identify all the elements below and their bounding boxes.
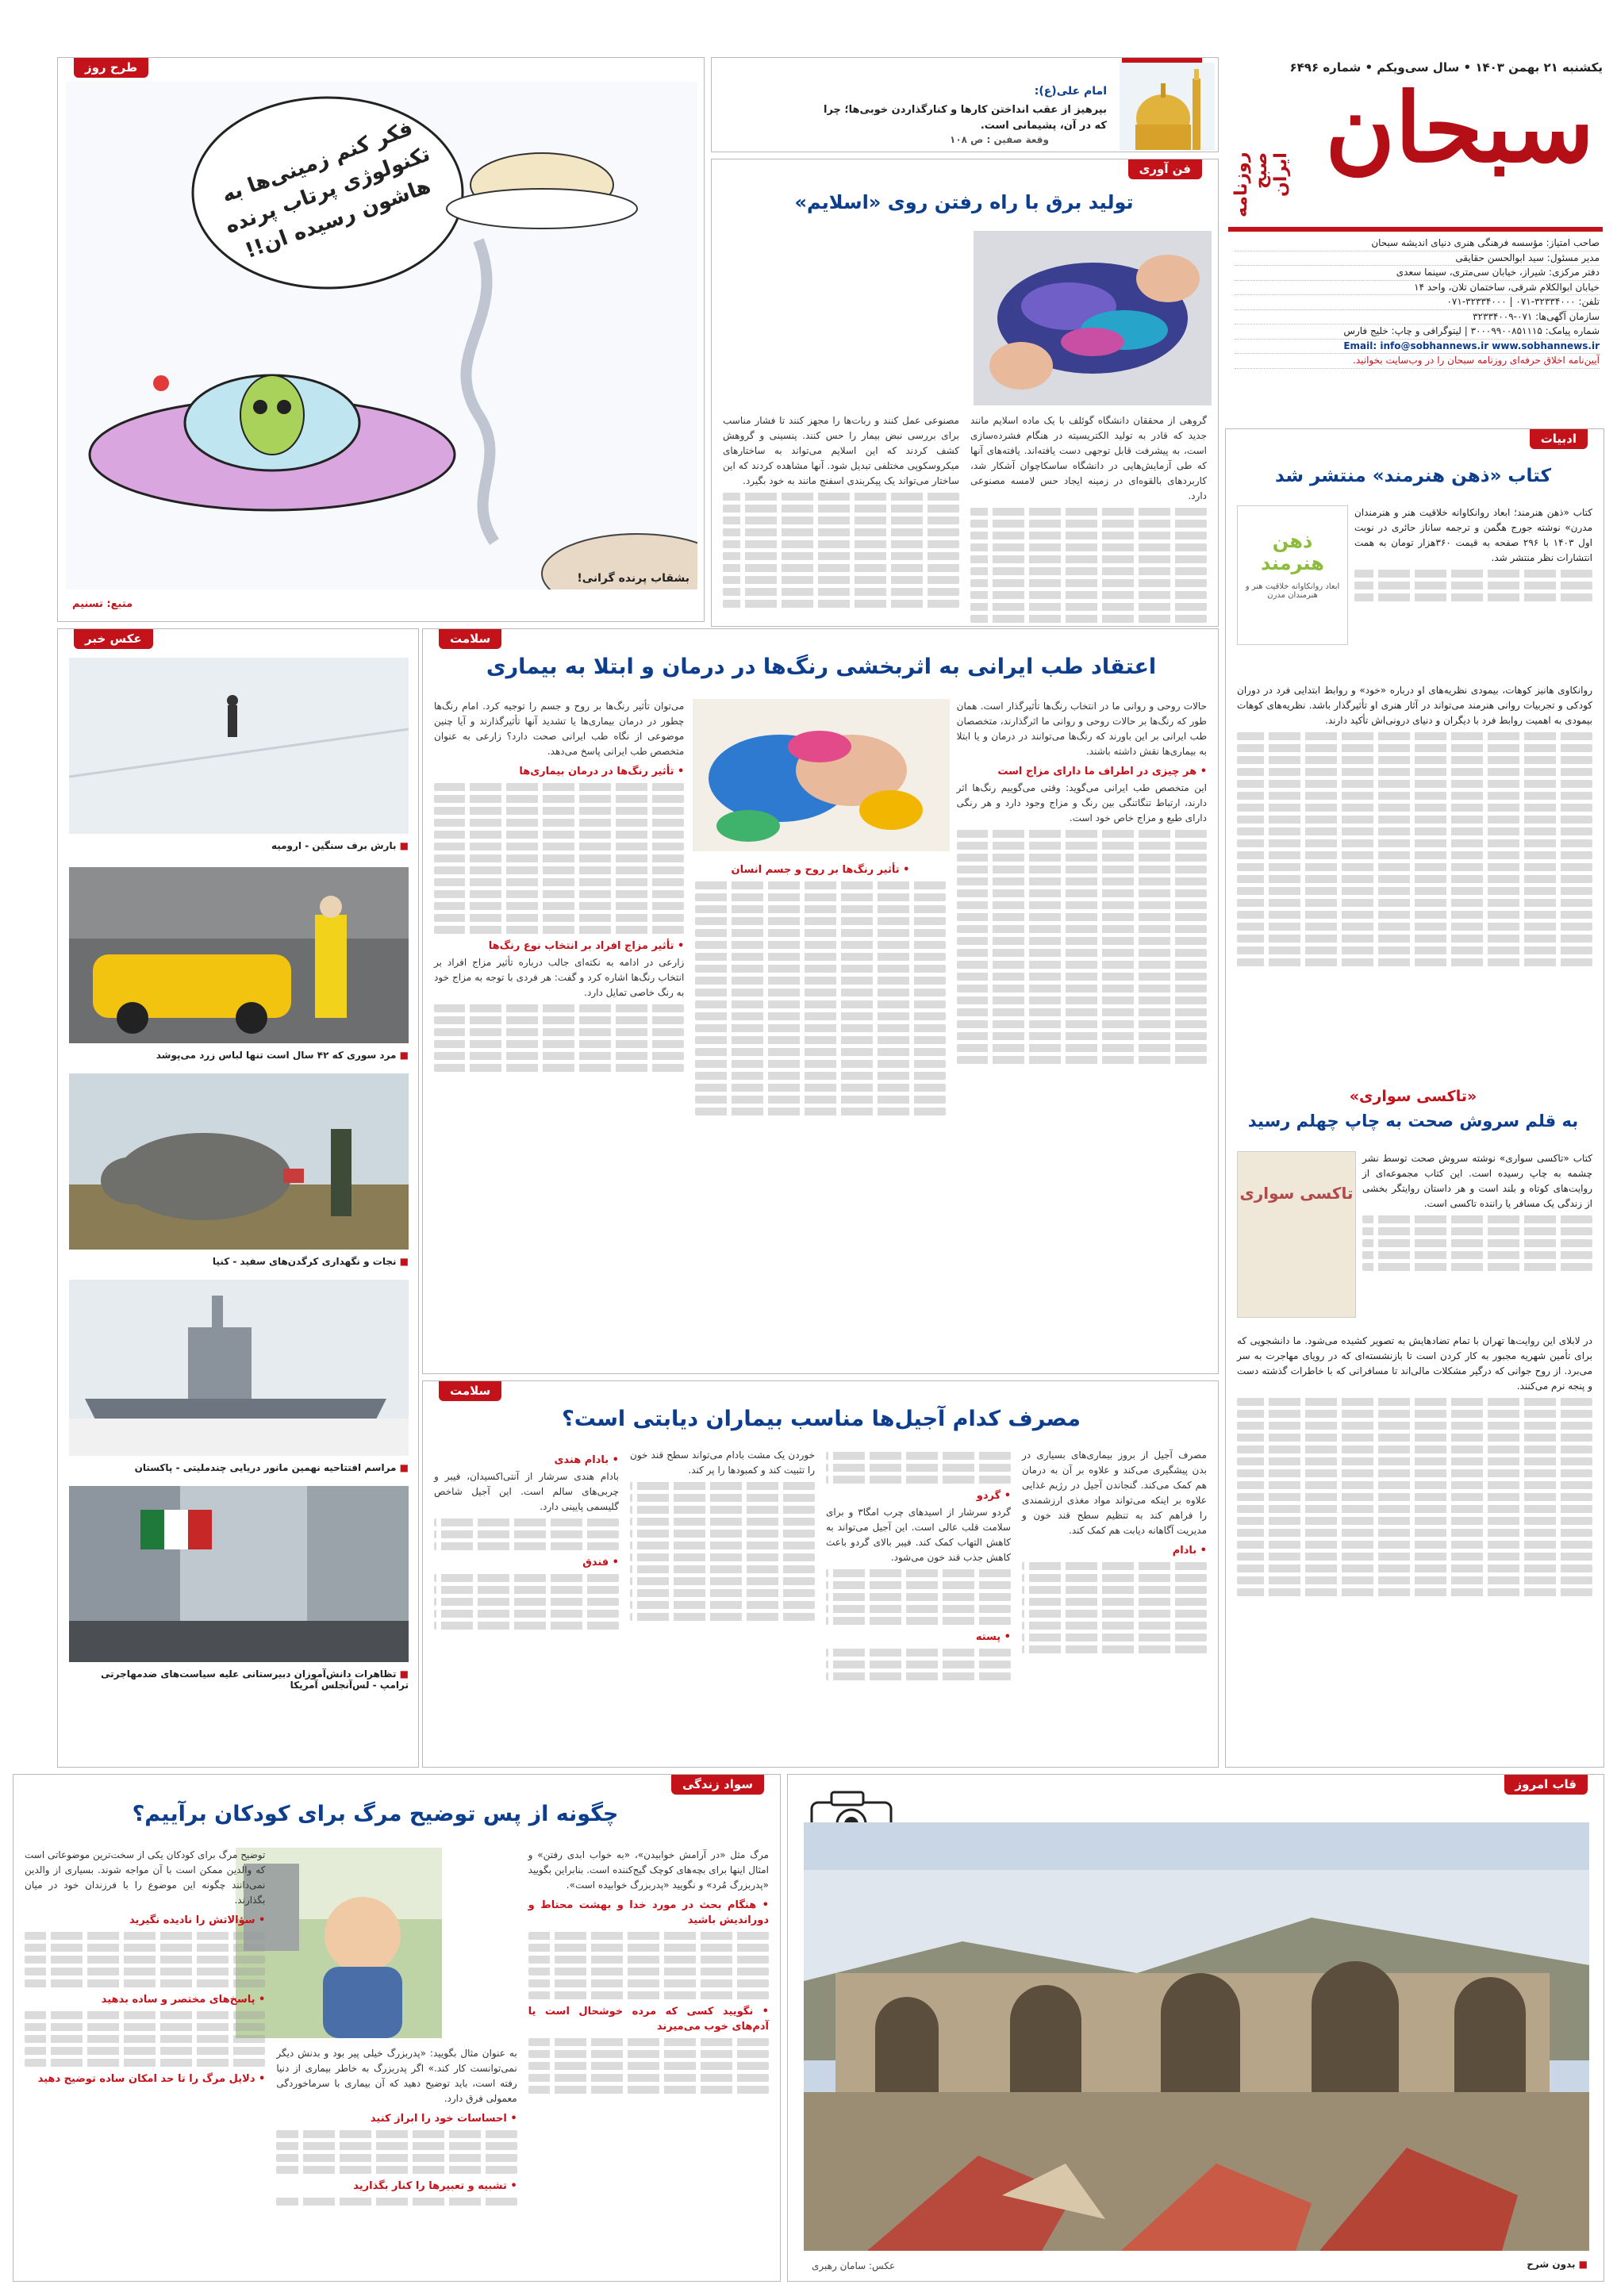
health-colors-paragraph: می‌توان تأثیر رنگ‌ها بر روح و جسم را توجیه کرد. امام رنگ‌ها چطور در درمان بیماری‌ها یا تشدید آنها تأثیرگذارند و آیا چنین موضوعی از نگاه طب ایرانی صحت دارد؟ زارعی به عنوان متخصص طب ایرانی پاسخ می‌دهد. <box>434 701 685 757</box>
literature-text-1 <box>1354 505 1592 605</box>
health-colors-box <box>422 628 1219 1374</box>
book-cover-title: ذهن هنرمند <box>1261 530 1324 574</box>
logo <box>1225 57 1602 224</box>
tech-title: تولید برق با راه رفتن روی «اسلایم» <box>794 191 1134 213</box>
life-columns <box>25 1848 769 2273</box>
life-subhead: • هنگام بحث در مورد خدا و بهشت محتاط و دوراندیش باشید <box>528 1899 769 1926</box>
cartoon-tab: طرح روز <box>74 57 148 78</box>
photo-news-box <box>57 628 419 1768</box>
hadith-source: وقعة صفین : ص ۱۰۸ <box>950 134 1049 145</box>
photo-of-day-credit: عکس: سامان رهبری <box>812 2260 896 2271</box>
health-colors-subhead: • هر چیزی در اطراف ما دارای مزاج است <box>997 766 1207 777</box>
ruins-photo <box>804 1822 1589 2251</box>
health-nuts-paragraph: خوردن یک مشت بادام می‌تواند سطح قند خون را تثبیت کند و کمبودها را پر کند. <box>630 1449 815 1476</box>
info-line: تلفن: ۳۲۳۳۴۰۰۰-۰۷۱ | ۳۲۳۳۴۰۰۰-۰۷۱ <box>1235 295 1600 310</box>
life-paragraph: به عنوان مثال بگویید: «پدربزرگ خیلی پیر بود و بدنش دیگر نمی‌توانست کار کند.» اگر پدربزرگ به خاطر بیماری از دنیا رفته است، باید توضیح دهید که آن بیماری با سرماخوردگی معمولی فرق دارد. <box>276 2048 517 2104</box>
literature-title-2: به قلم سروش صحت به چاپ چهلم رسید <box>1247 1112 1579 1131</box>
masthead-info <box>1235 236 1600 369</box>
health-nuts-paragraph: بادام هندی سرشار از آنتی‌اکسیدان، فیبر و چربی‌های سالم است. این آجیل شاخص گلیسمی پایینی دارد. <box>434 1471 619 1512</box>
hadith-speaker: امام علی(ع): <box>1034 85 1107 98</box>
photo-of-day-tab: قاب امروز <box>1504 1774 1588 1795</box>
health-nuts-col-4 <box>434 1448 619 1759</box>
life-box <box>13 1774 781 2282</box>
health-nuts-col-2 <box>826 1448 1011 1759</box>
tech-col-left <box>723 413 959 618</box>
photo-item <box>69 867 409 1064</box>
health-colors-subhead: • تأثیر رنگ‌ها در درمان بیماری‌ها <box>519 766 685 777</box>
health-nuts-tab: سلامت <box>439 1380 501 1401</box>
photo-caption: ■ مراسم افتتاحیه نهمین مانور دریایی چندملیتی - پاکستان <box>69 1459 409 1476</box>
health-colors-col-1 <box>957 699 1207 1365</box>
life-title: چگونه از پس توضیح مرگ برای کودکان برآییم؟ <box>132 1802 619 1826</box>
photo-news-tab: عکس خبر <box>74 628 153 649</box>
book-cover-subtitle: ابعاد روانکاوانه خلاقیت هنر و هنرمندان مدرن <box>1245 582 1340 600</box>
photo-item <box>69 1280 409 1476</box>
photo-of-day-section <box>787 1774 1604 2282</box>
literature-paragraph: کتاب «تاکسی سواری» نوشته سروش صحت توسط نشر چشمه به چاپ رسیده است. این کتاب مجموعه‌ای از روایت‌های کوتاه و بلند است و هر داستان روایتگر بخشی از زندگی یک مسافر یا راننده تاکسی است. <box>1362 1153 1592 1209</box>
literature-kicker: «تاکسی سواری» <box>1349 1088 1477 1105</box>
info-line: سازمان آگهی‌ها: ۰۷۱-۳۲۳۳۴۰۰۹ <box>1235 310 1600 325</box>
literature-text-3 <box>1362 1151 1592 1275</box>
info-line: شماره پیامک: ۳۰۰۰۹۹۰۰۸۵۱۱۱۵ | لیتوگرافی و چاپ: خلیج فارس <box>1235 324 1600 340</box>
life-subhead: • تشبیه و تعبیرها را کنار بگذارید <box>353 2180 517 2192</box>
life-tab: سواد زندگی <box>671 1774 764 1795</box>
health-colors-paragraph: این متخصص طب ایرانی می‌گوید: وقتی می‌گوییم رنگ‌ها اثر دارند، ارتباط تنگاتنگی بین رنگ و مزاج وجود دارد و هر رنگی دارای طبع و مزاج خاص خود است. <box>956 782 1207 824</box>
health-colors-paragraph: حالات روحی و روانی ما در انتخاب رنگ‌ها تأثیرگذار است. همان طور که رنگ‌ها بر حالات روحی و روانی ما اثرگذارند، متخصصان طب ایرانی بر این باورند که رنگ‌ها می‌توانند در درمان و یا ابتلا به بیماری‌ها نقش داشته باشند. <box>956 701 1207 757</box>
info-line: مدیر مسئول: سید ابوالحسن حقایقی <box>1235 251 1600 267</box>
logo-text: سبحان <box>1325 72 1594 184</box>
literature-paragraph: کتاب «ذهن هنرمند؛ ابعاد روانکاوانه خلاقیت هنر و هنرمندان مدرن» نوشته جورج هگمن و ترجمه ساناز حائری در نوبت اول ۱۴۰۳ با ۲۹۶ صفحه به قیمت ۳۶۰هزار تومان به همت انتشارات نظر منتشر شد. <box>1354 507 1592 563</box>
photo-caption: ■ مرد سوری که ۴۲ سال است تنها لباس زرد می‌پوشد <box>69 1046 409 1064</box>
health-colors-tab: سلامت <box>439 628 501 649</box>
literature-title: کتاب «ذهن هنرمند» منتشر شد <box>1275 466 1551 486</box>
health-nuts-subhead: • بادام <box>1172 1545 1207 1557</box>
tagline: روزنامه صبح ایران <box>1231 152 1291 218</box>
cartoon-caption: بشقاب پرنده گرانی! <box>577 572 689 585</box>
health-nuts-paragraph: گردو سرشار از اسیدهای چرب امگا۳ و برای سلامت قلب عالی است. این آجیل می‌تواند به کاهش التهاب کمک کند. فیبر بالای گردو باعث کاهش جذب قند خون می‌شود. <box>826 1507 1011 1563</box>
health-nuts-subhead: • پسته <box>975 1631 1011 1643</box>
info-line: صاحب امتیاز: مؤسسه فرهنگی هنری دنیای اندیشه سبحان <box>1235 236 1600 251</box>
info-line[interactable]: Email: info@sobhannews.ir www.sobhannews.ir <box>1235 340 1600 355</box>
health-colors-col-3 <box>434 699 684 1365</box>
cartoon-box <box>57 57 705 622</box>
literature-tab: ادبیات <box>1530 428 1588 449</box>
photo-of-day-caption: ■ بدون شرح <box>1527 2256 1588 2273</box>
life-subhead: • پاسخ‌های مختصر و ساده بدهید <box>101 1994 266 2006</box>
life-subhead: • سؤالاتش را نادیده نگیرید <box>129 1914 266 1926</box>
tech-paragraph: گروهی از محققان دانشگاه گوئلف با یک ماده اسلایم مانند جدید که قادر به تولید الکتریسیته در هنگام فشرده‌سازی است، به پیشرفت قابل توجهی دست یافته‌اند. یافته‌های آنها که طی آزمایش‌هایی در دانشگاه ساسکاچوان آشکار شد، کاربردهای بالقوه‌ای در زمینه ایجاد حس لامسه مصنوعی دارد. <box>970 415 1207 501</box>
photo-protest <box>69 1486 409 1662</box>
tech-box <box>711 159 1219 627</box>
photo-navy <box>69 1280 409 1456</box>
life-paragraph: توضیح مرگ برای کودکان یکی از سخت‌ترین موضوعاتی است که والدین ممکن است با آن مواجه شوند. بسیاری از والدین نمی‌دانند چگونه این موضوع را با فرزندان خود در میان بگذارند. <box>25 1849 266 1906</box>
literature-paragraph: روانکاوی هانیز کوهات، بیمودی نظریه‌های او درباره «خود» و روابط ابتدایی فرد در دوران کودکی و تجربیات روانی هنرمند می‌تواند در آثار هنری او تأثیرگذار باشد. نظریه‌های کوهات بیمودی به اهمیت روابط فرد با دیگران و دنیای درونی‌اش تأکید دارند. <box>1237 685 1592 726</box>
tech-tab: فن آوری <box>1128 159 1202 179</box>
cartoon-credit: متبع: تسنیم <box>72 598 133 610</box>
issue-line: یکشنبه ۲۱ بهمن ۱۴۰۳ • سال سی‌ویکم • شماره ۶۴۹۶ <box>1289 60 1603 75</box>
photo-item <box>69 1486 409 1694</box>
literature-text-2 <box>1237 683 1592 970</box>
hadith-text: بپرهیز از عقب انداختن کارها و کنارگذاردن خوبی‌ها؛ چرا که در آن، پشیمانی است. <box>824 104 1107 132</box>
photo-item <box>69 658 409 854</box>
life-subhead: • نگویید کسی که مرده خوشحال است یا آدم‌های خوب می‌میرند <box>528 2006 769 2033</box>
health-nuts-paragraph: مصرف آجیل از بروز بیماری‌های بسیاری در بدن پیشگیری می‌کند و علاوه بر آن به درمان هم کمک می‌کند. گنجاندن آجیل در رژیم غذایی علاوه بر اینکه می‌تواند مواد مغذی ارزشمندی را فراهم کند به تنظیم سطح قند خون و مدیریت آگاهانه دیابت هم کمک کند. <box>1022 1449 1207 1536</box>
health-nuts-col-1 <box>1022 1448 1207 1759</box>
life-col-2 <box>276 1848 517 2273</box>
health-nuts-title: مصرف کدام آجیل‌ها مناسب بیماران دیابتی است؟ <box>562 1407 1081 1431</box>
health-nuts-box <box>422 1380 1219 1768</box>
literature-box <box>1225 428 1604 1768</box>
literature-paragraph: در لابلای این روایت‌ها تهران با تمام تضادهایش به تصویر کشیده می‌شود. ما دانشجویی که برای تأمین شهریه مجبور به کار کردن است تا بازنشسته‌ای که در رویای مهاجرت به سر می‌برد. از روح جوانی که درگیر مشکلات مالی‌اند تا مسافرانی که با خاطرات گذشته دست و پنجه نرم می‌کنند. <box>1237 1335 1592 1392</box>
tech-col-right <box>970 413 1207 618</box>
health-colors-col-2 <box>695 699 945 1365</box>
speech-bubble: فکر کنم زمینی‌ها به تکنولوژی پرتاب پرنده هاشون رسیده ان!! <box>218 116 434 263</box>
health-colors-columns <box>434 699 1207 1365</box>
photo-caption: ■ نجات و نگهداری کرگدن‌های سفید - کنیا <box>69 1253 409 1270</box>
life-col-1 <box>528 1848 769 2273</box>
health-colors-title: اعتقاد طب ایرانی به اثربخشی رنگ‌ها در درمان و ابتلا به بیماری <box>486 655 1157 679</box>
masthead-bar <box>1228 227 1603 232</box>
photo-caption: ■ تظاهرات دانش‌آموزان دبیرستانی علیه سیاست‌های ضدمهاجرتی ترامپ - لس‌آنجلس آمریکا <box>69 1665 409 1694</box>
health-nuts-subhead: • فندق <box>582 1557 619 1568</box>
tech-paragraph: مصنوعی عمل کنند و ربات‌ها را مجهز کنند تا فشار مناسب برای بررسی نبض بیمار را حس کنند. پنسینی و گروهش کشف کردند که این اسلایم می‌تواند به ساختارهای میکروسکوپی مختلفی تبدیل شود. آنها مشاهده کردند که این ساختار می‌تواند یک پیکربندی اسفنج مانند به خود بگیرد. <box>723 415 959 486</box>
photo-yellow-man <box>69 867 409 1043</box>
health-colors-subhead: • تأثیر مزاج افراد بر انتخاب نوع رنگ‌ها <box>488 940 685 952</box>
photo-caption: ■ بارش برف سنگین - ارومیه <box>69 837 409 854</box>
shrine-image <box>1120 63 1215 150</box>
health-nuts-columns <box>434 1448 1207 1759</box>
life-subhead: • احساسات خود را ابراز کنید <box>370 2113 517 2125</box>
health-nuts-col-3 <box>630 1448 815 1759</box>
info-line: آیین‌نامه اخلاق حرفه‌ای روزنامه سبحان را در وب‌سایت بخوانید. <box>1235 354 1600 369</box>
info-line: دفتر مرکزی: شیراز، خیابان سی‌متری، سینما سعدی <box>1235 266 1600 281</box>
health-nuts-subhead: • بادام هندی <box>554 1454 619 1466</box>
health-colors-subhead: • تأثیر رنگ‌ها بر روح و جسم انسان <box>731 864 910 876</box>
photo-rhino <box>69 1073 409 1250</box>
hadith-box <box>711 57 1219 152</box>
tech-columns <box>723 413 1207 618</box>
health-colors-paragraph: زارعی در ادامه به نکته‌ای جالب درباره تأثیر مزاج افراد بر انتخاب رنگ‌ها اشاره کرد و گفت: هر فردی با توجه به مزاج خود به رنگ خاصی تمایل دارد. <box>434 957 685 998</box>
slime-image <box>974 231 1212 405</box>
photo-snow <box>69 658 409 834</box>
life-paragraph: مرگ مثل «در آرامش خوابیدن»، «به خواب ابدی رفتن» و امثال اینها برای بچه‌های کوچک گیج‌کننده است. بنابراین بگویید «پدربزرگ مُرد» و نگویید «پدربزرگ خوابیده است». <box>528 1849 769 1891</box>
info-line: خیابان ابوالکلام شرقی، ساختمان تلان، واحد ۱۴ <box>1235 281 1600 296</box>
health-nuts-subhead: • گردو <box>976 1490 1011 1502</box>
book-cover <box>1237 505 1348 645</box>
book-cover-2-title: تاکسی سواری <box>1239 1184 1354 1203</box>
life-col-3 <box>25 1848 265 2273</box>
book-cover-2 <box>1237 1151 1356 1318</box>
literature-text-4 <box>1237 1334 1592 1600</box>
photo-item <box>69 1073 409 1270</box>
life-subhead: • دلایل مرگ را تا حد امکان ساده توضیح دهید <box>37 2073 266 2085</box>
